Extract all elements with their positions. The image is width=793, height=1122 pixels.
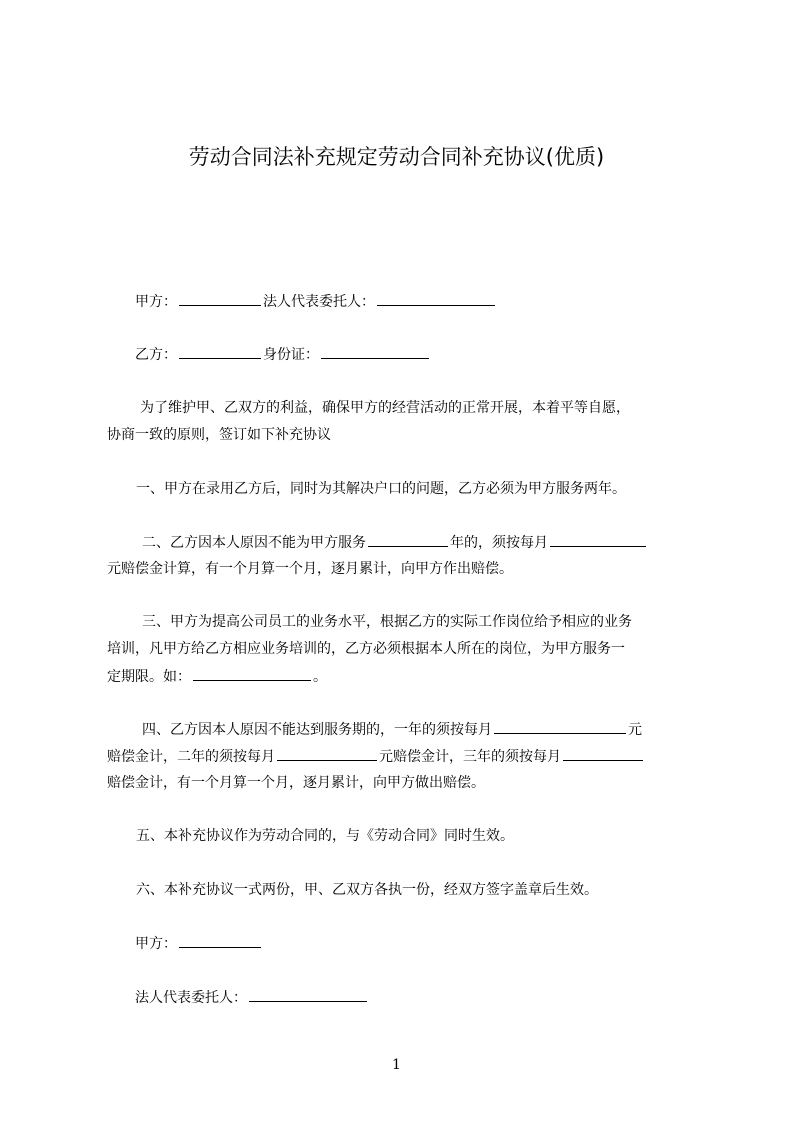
sign-legal-rep-label: 法人代表委托人： bbox=[135, 990, 247, 1006]
page-title: 劳动合同法补充规定劳动合同补充协议(优质) bbox=[188, 145, 605, 169]
sign-party-a-blank[interactable] bbox=[179, 933, 261, 948]
clause-4-line-3: 赔偿金计，有一个月算一个月，逐月累计，向甲方做出赔偿。 bbox=[107, 775, 485, 791]
clause-2-line-2: 元赔偿金计算，有一个月算一个月，逐月累计，向甲方作出赔偿。 bbox=[107, 561, 513, 577]
sign-legal-rep-blank[interactable] bbox=[249, 987, 367, 1002]
intro-line-2: 协商一致的原则，签订如下补充协议 bbox=[107, 427, 331, 443]
clause-3-line-3 bbox=[107, 666, 327, 687]
clause-4-year1-blank[interactable] bbox=[494, 719, 626, 734]
clause-2-amount-blank[interactable] bbox=[550, 532, 646, 547]
clause-3-blank[interactable] bbox=[193, 666, 311, 681]
sign-party-a-label: 甲方： bbox=[135, 936, 177, 952]
clause-4-line-1 bbox=[142, 719, 642, 740]
clause-3-line-2: 培训，凡甲方给乙方相应业务培训的，乙方必须根据本人所在的岗位，为甲方服务一 bbox=[107, 641, 625, 657]
clause-3-prefix: 定期限。如： bbox=[107, 669, 191, 685]
clause-4-text-c: 赔偿金计，二年的须按每月 bbox=[107, 749, 275, 765]
clause-2-text-a: 二、乙方因本人原因不能为甲方服务 bbox=[142, 535, 366, 551]
page-number: 1 bbox=[392, 1057, 401, 1073]
id-card-blank[interactable] bbox=[321, 344, 429, 359]
party-b-line bbox=[135, 344, 431, 365]
clause-4-text-a: 四、乙方因本人原因不能达到服务期的，一年的须按每月 bbox=[142, 722, 492, 738]
legal-rep-label: 法人代表委托人： bbox=[263, 294, 375, 310]
party-a-label: 甲方： bbox=[135, 294, 177, 310]
intro-line-1: 为了维护甲、乙双方的利益，确保甲方的经营活动的正常开展，本着平等自愿， bbox=[140, 400, 630, 416]
clause-6: 六、本补充协议一式两份，甲、乙双方各执一份，经双方签字盖章后生效。 bbox=[136, 882, 598, 898]
party-b-label: 乙方： bbox=[135, 347, 177, 363]
clause-4-text-b: 元 bbox=[628, 722, 642, 738]
clause-1: 一、甲方在录用乙方后，同时为其解决户口的问题，乙方必须为甲方服务两年。 bbox=[136, 481, 626, 497]
clause-4-text-d: 元赔偿金计，三年的须按每月 bbox=[379, 749, 561, 765]
party-a-blank[interactable] bbox=[179, 291, 261, 306]
clause-3-suffix: 。 bbox=[313, 669, 327, 685]
party-a-line bbox=[135, 291, 497, 312]
party-b-blank[interactable] bbox=[179, 344, 261, 359]
clause-2-text-b: 年的，须按每月 bbox=[450, 535, 548, 551]
clause-2-line-1 bbox=[142, 532, 648, 553]
legal-rep-blank[interactable] bbox=[377, 291, 495, 306]
clause-5: 五、本补充协议作为劳动合同的，与《劳动合同》同时生效。 bbox=[136, 828, 514, 844]
clause-3-line-1: 三、甲方为提高公司员工的业务水平，根据乙方的实际工作岗位给予相应的业务 bbox=[142, 614, 632, 630]
clause-4-year2-blank[interactable] bbox=[277, 746, 377, 761]
sign-party-a-line bbox=[135, 933, 263, 954]
id-card-label: 身份证： bbox=[263, 347, 319, 363]
clause-2-years-blank[interactable] bbox=[368, 532, 448, 547]
clause-4-year3-blank[interactable] bbox=[563, 746, 643, 761]
clause-4-line-2 bbox=[107, 746, 645, 767]
sign-legal-rep-line bbox=[135, 987, 369, 1008]
